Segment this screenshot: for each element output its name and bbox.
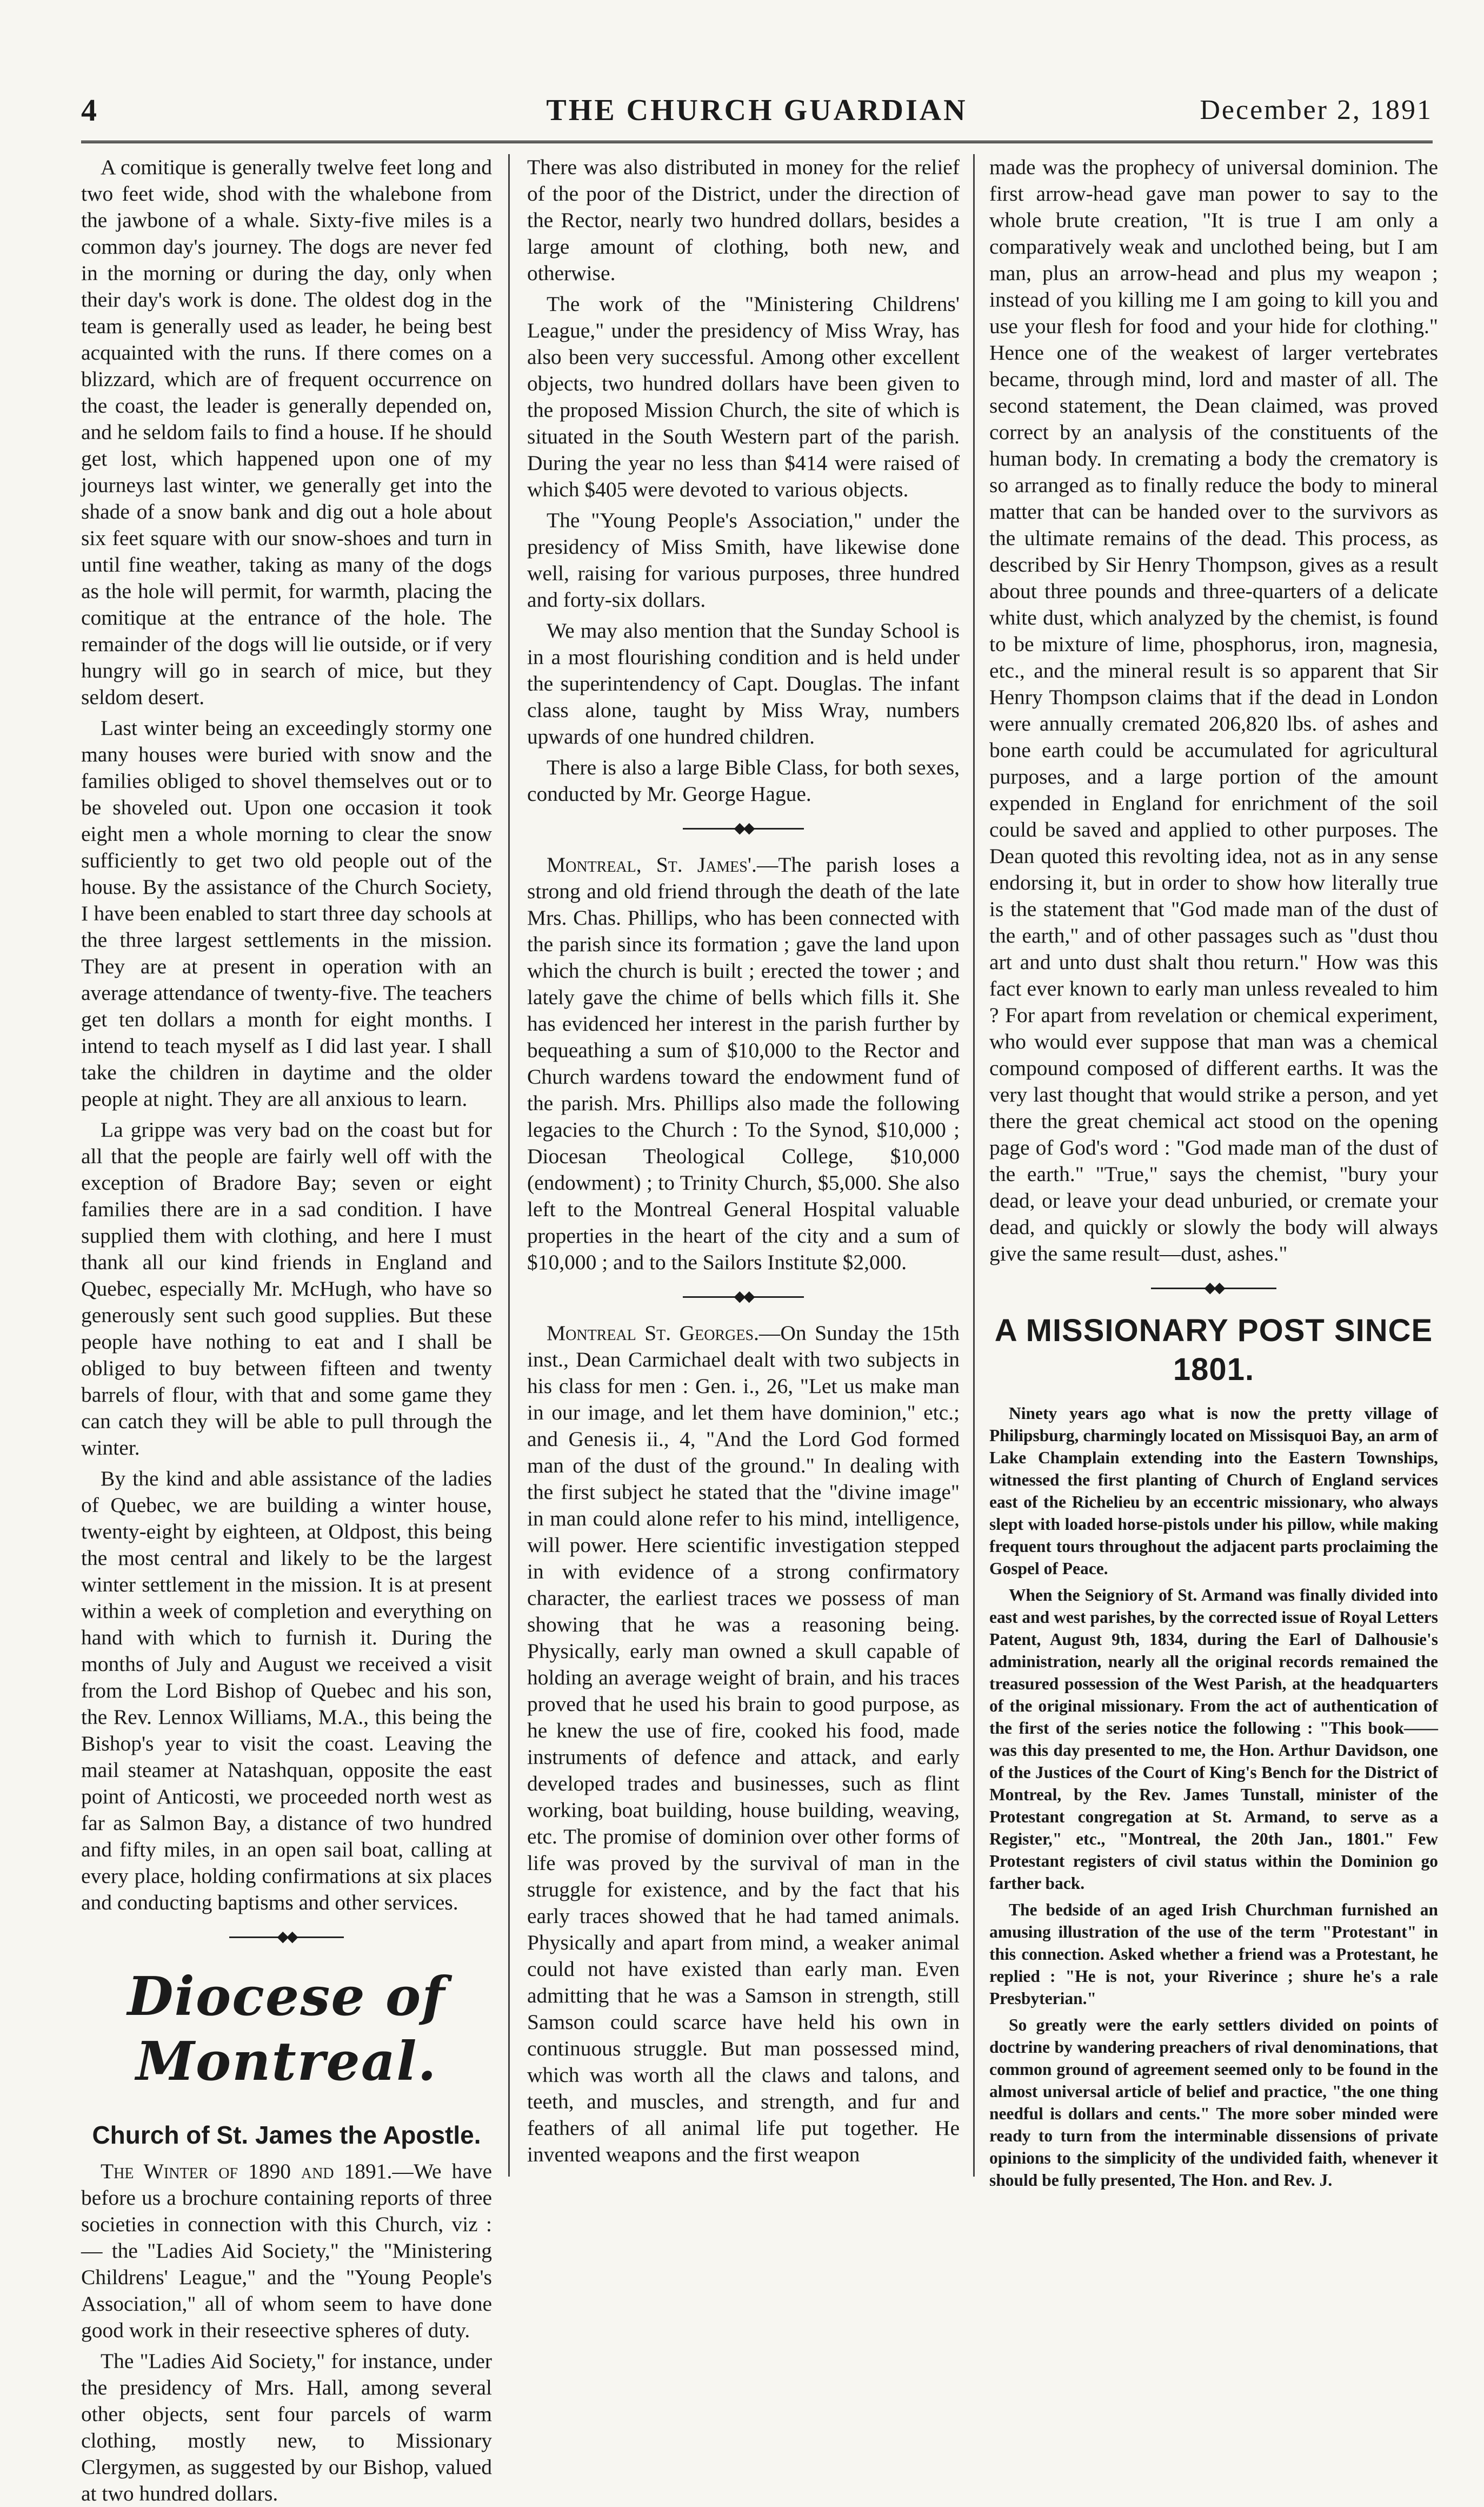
article-paragraph: There was also distributed in money for the relief of the poor of the District, under the direction of the Rector, nearly two hundred dollars, besides a large amount of clothing, both new, and otherwise. [527, 155, 960, 285]
article-paragraph: There is also a large Bible Class, for both sexes, conducted by Mr. George Hague. [527, 755, 960, 806]
article-paragraph: A comitique is generally twelve feet long and two feet wide, shod with the whalebone from the jawbone of a whale. Sixty-five miles is a common day's journey. The dogs are never fed in the morning or during the day, only when their day's work is done. The oldest dog in the team is generally used as leader, he being best acquainted with the runs. If there comes on a blizzard, which are of frequent occurrence on the coast, the leader is generally depended on, and he seldom fails to find a house. If he should get lost, which happened upon one of my journeys last winter, we generally get into the shade of a snow bank and dig out a hole about six feet square with our snow-shoes and turn in until fine weather, taking as many of the dogs as the hole will permit, for warmth, placing the comitique at the entrance of the hole. The remainder of the dogs will lie outside, or if very hungry will go in search of mice, but they seldom desert. [81, 155, 492, 709]
article-paragraph: La grippe was very bad on the coast but for all that the people are fairly well off with the exception of Bradore Bay; seven or eight families there are in a sad condition. I have supplied them with clothing, and here I must thank all our kind friends in England and Quebec, especially Mr. McHugh, who have so generously sent such good supplies. But these people have nothing to eat and I shall be obliged to buy between fifteen and twenty barrels of flour, with that and some game they can catch they will be able to pull through the winter. [81, 1118, 492, 1460]
column-1 [81, 154, 493, 2505]
page-header [81, 81, 1433, 143]
paragraph-lead: The Winter of 1890 and 1891. [101, 2159, 392, 2183]
paragraph-lead: Montreal, St. James'. [547, 853, 757, 877]
article-paragraph: Last winter being an exceedingly stormy one many houses were buried with snow and the families obliged to shovel themselves out or to be shoveled out. Upon one occasion it took eight men a whole morning to clear the snow sufficiently to get two old people out of the house. By the assistance of the Church Society, I have been enabled to start three day schools at the three largest settlements in the mission. They are at present in operation with an average attendance of twenty-five. The teachers get ten dollars a month for eight months. I intend to teach myself as I did last year. I shall take the children in daytime and the older people at night. They are all anxious to learn. [81, 716, 492, 1111]
article-paragraph [81, 2158, 492, 2344]
paragraph-lead: Montreal St. Georges. [547, 1321, 759, 1345]
missionary-heading: A MISSIONARY POST SINCE 1801. [994, 1313, 1433, 1387]
article-paragraph: The "Young People's Association," under the presidency of Miss Smith, have likewise done well, raising for various purposes, three hundred and forty-six dollars. [527, 508, 960, 612]
article-paragraph: Ninety years ago what is now the pretty village of Philipsburg, charmingly located on Missisquoi Bay, an arm of Lake Champlain extending into the Eastern Townships, witnessed the first planting of Church of England services east of the Richelieu by an eccentric missionary, who always slept with loaded horse-pistols under his pillow, while making frequent tours throughout the adjacent parts proclaiming the Gospel of Peace. [989, 1404, 1438, 1578]
paragraph-text: —We have before us a brochure containing reports of three societies in connection with this Church, viz :— the "Ladies Aid Society," the "Ministering Childrens' League," and the "Young People's Association," all of whom seem to have done good work in their reseective spheres of duty. [81, 2159, 493, 2342]
article-paragraph: When the Seigniory of St. Armand was finally divided into east and west parishes, by the corrected issue of Royal Letters Patent, August 9th, 1834, during the Earl of Dalhousie's administration, nearly all the original records remained the treasured possession of the West Parish, at the headquarters of the original missionary. From the act of authentication of the first of the series notice the following : "This book—— was this day presented to me, the Hon. Arthur Davidson, one of the Justices of the Court of King's Bench for the District of Montreal, by the Rev. James Tunstall, minister of the Protestant congregation at St. Armand, to serve as a Register," etc., "Montreal, the 20th Jan., 1801." Few Protestant registers of civil status within the Dominion go farther back. [989, 1586, 1438, 1893]
section-divider [527, 823, 960, 834]
diocese-heading: Diocese of Montreal. [127, 1966, 446, 2093]
page-number: 4 [81, 92, 97, 128]
article-paragraph [527, 852, 960, 1276]
section-divider [989, 1282, 1438, 1294]
article-paragraph: made was the prophecy of universal dominion. The first arrow-head gave man power to say to the whole brute creation, "It is true I am only a comparatively weak and unclothed being, but I am man, plus an arrow-head and plus my weapon ; instead of you killing me I am going to kill you and use your flesh for food and your hide for clothing." Hence one of the weakest of larger vertebrates became, through mind, lord and master of all. The second statement, the Dean claimed, was proved correct by an analysis of the constituents of the human body. In cremating a body the crematory is so arranged as to finally reduce the body to mineral matter that can be handed over to the survivors as the ultimate remains of the dead. This process, as described by Sir Henry Thompson, gives as a result about three pounds and three-quarters of a delicate white dust, which analyzed by the chemist, is found to be mixture of lime, phosphorus, iron, magnesia, etc., and the mineral result is so apparent that Sir Henry Thompson claims that if the dead in London were annually cremated 206,820 lbs. of ashes and bone earth could be accumulated for agricultural purposes, and a large portion of the amount expended in England for enrichment of the soil could be saved and applied to other purposes. The Dean quoted this revolting idea, not as in any sense endorsing it, but in order to show how literally true is the statement that "God made man of the dust of the earth," and of other passages such as "dust thou art and unto dust shalt thou return." How was this fact ever known to early man unless revealed to him ? For apart from revelation or chemical experiment, who would ever suppose that man was a chemical compound composed of different earths. It was the very last thought that would strike a person, and yet there the great chemical act stood on the opening page of God's word : "God made man of the dust of the earth." "True," says the chemist, "bury your dead, or leave your dead unburied, or cremate your dead, and quickly or slowly the body will always give the same result—dust, ashes." [989, 155, 1438, 1265]
article-paragraph: By the kind and able assistance of the ladies of Quebec, we are building a winter house, twenty-eight by eighteen, at Oldpost, this being the most central and likely to be the largest winter settlement in the mission. It is at present within a week of completion and everything on hand with which to furnish it. During the months of July and August we received a visit from the Lord Bishop of Quebec and his son, the Rev. Lennox Williams, M.A., this being the Bishop's year to visit the coast. Leaving the mail steamer at Natashquan, opposite the east point of Anticosti, we proceeded north west as far as Salmon Bay, a distance of two hundred and fifty miles, in an open sail boat, calling at every place, holding confirmations at six places and conducting baptisms and other services. [81, 1467, 492, 1914]
article-paragraph: We may also mention that the Sunday School is in a most flourishing condition and is held under the superintendency of Capt. Douglas. The infant class alone, taught by Miss Wray, numbers upwards of one hundred children. [527, 619, 960, 748]
column-2 [527, 154, 960, 2177]
column-rule [508, 154, 510, 2177]
masthead-title: THE CHURCH GUARDIAN [546, 94, 968, 127]
column-rule [973, 154, 975, 2177]
section-divider [81, 1931, 492, 1943]
paragraph-text: —The parish loses a strong and old friend through the death of the late Mrs. Chas. Phillips, who has been connected with the parish since its formation ; gave the land upon which the church is built ; erected the tower ; and lately gave the chime of bells which fills it. She has evidenced her interest in the parish further by bequeathing a sum of $10,000 to the Rector and Church wardens toward the endowment fund of the parish. Mrs. Phillips also made the following legacies to the Church : To the Synod, $10,000 ; Diocesan Theological College, $10,000 (endowment) ; to Trinity Church, $5,000. She also left to the Montreal General Hospital valuable properties in the heart of the city and a sum of $10,000 ; and to the Sailors Institute $2,000. [527, 853, 960, 1274]
article-paragraph: The work of the "Ministering Childrens' League," under the presidency of Miss Wray, has also been very successful. Among other excellent objects, two hundred dollars have been given to the proposed Mission Church, the site of which is situated in the South Western part of the parish. During the year no less than $414 were raised of which $405 were devoted to various objects. [527, 292, 960, 501]
article-paragraph: So greatly were the early settlers divided on points of doctrine by wandering preachers of rival denominations, that common ground of agreement seemed only to be found in the almost universal article of belief and practice, "the one thing needful is dollars and cents." The more sober minded were ready to turn from the interminable dissensions of private opinions to the simplicity of the undivided faith, whenever it should be fully presented, The Hon. and Rev. J. [989, 2015, 1438, 2190]
paragraph-text: —On Sunday the 15th inst., Dean Carmichael dealt with two subjects in his class for men : Gen. i., 26, "Let us make man in our image, and let them have dominion," etc.; and Genesis ii., 4, "And the Lord God formed man of the dust of the ground." In dealing with the first subject he stated that the "divine image" in man could alone refer to his mind, intelligence, will power. Here scientific investigation stepped in with evidence of a strong confirmatory character, the earliest traces we possess of man showing that he was a reasoning being. Physically, early man owned a skull capable of holding an average weight of brain, and his traces proved that he used his brain to good purpose, as he knew the use of fire, cooked his food, made instruments of defence and attack, and early developed trades and businesses, such as flint working, boat building, house building, weaving, etc. The promise of dominion over other forms of life was proved by the survival of man in the struggle for existence, and by the fact that his early traces showed that he had tamed animals. Physically and apart from mind, a weaker animal could not have existed than early man. Even admitting that he was a Samson in strength, still Samson could scarce have held his own in continuous struggle. But man possessed mind, which was worth all the claws and talons, and teeth, and muscles, and strength, and fur and feathers of all animal life put together. He invented weapons and the first weapon [527, 1321, 960, 2166]
issue-date: December 2, 1891 [1200, 95, 1433, 125]
section-divider [527, 1291, 960, 1303]
church-heading: Church of St. James the Apostle. [92, 2121, 481, 2149]
article-paragraph: The "Ladies Aid Society," for instance, under the presidency of Mrs. Hall, among several other objects, sent four parcels of warm clothing, mostly new, to Missionary Clergymen, as suggested by our Bishop, valued at two hundred dollars. [81, 2349, 492, 2505]
column-3 [989, 154, 1438, 2190]
article-paragraph [527, 1320, 960, 2168]
article-paragraph: The bedside of an aged Irish Churchman furnished an amusing illustration of the use of the term "Protestant" in this connection. Asked whether a friend was a Protestant, he replied : "He is not, your Riverince ; shure he's a rale Presbyterian." [989, 1900, 1438, 2008]
